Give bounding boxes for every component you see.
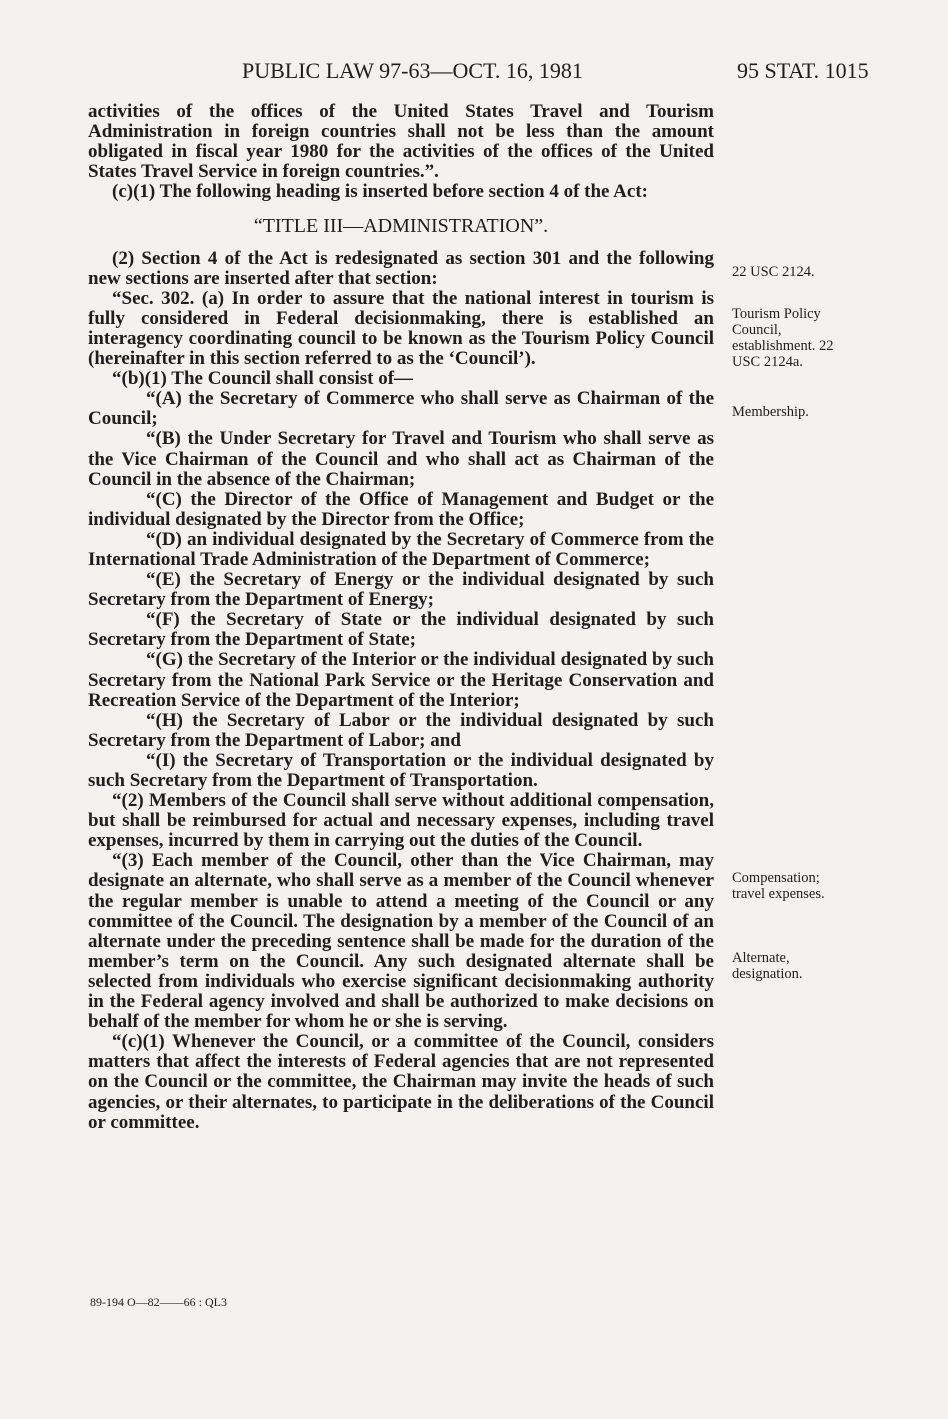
list-item: “(C) the Director of the Office of Management and Budget or the individual designated by the Director from the Office; (88, 488, 714, 530)
list-item: “(A) the Secretary of Commerce who shall serve as Chairman of the Council; (88, 388, 714, 430)
list-item: “(F) the Secretary of State or the individual designated by such Secretary from the Department of State; (88, 609, 714, 651)
paragraph: “(b)(1) The Council shall consist of— (112, 368, 414, 390)
paragraph: activities of the offices of the United States Travel and Tourism Administration in foreign countries shall not be less than the amount obligated in fiscal year 1980 for the activities of the offices of the United States Travel Service in foreign countries.”. (88, 101, 714, 183)
body-text (88, 102, 714, 1133)
list-item: “(G) the Secretary of the Interior or the individual designated by such Secretary from the National Park Service or the Heritage Conservation and Recreation Service of the Department of the Interior; (88, 649, 714, 711)
margin-note: Membership. (732, 404, 809, 420)
statute-page-number: 95 STAT. 1015 (737, 58, 869, 83)
margin-note: Compensation; travel expenses. (732, 870, 825, 902)
list-item: “(H) the Secretary of Labor or the individual designated by such Secretary from the Department of Labor; and (88, 709, 714, 751)
list-item: “(E) the Secretary of Energy or the individual designated by such Secretary from the Department of Energy; (88, 569, 714, 611)
list-item: “(I) the Secretary of Transportation or the individual designated by such Secretary from the Department of Transportation. (88, 749, 714, 791)
margin-note: Alternate, designation. (732, 950, 803, 982)
running-header-title: PUBLIC LAW 97-63—OCT. 16, 1981 (242, 58, 583, 83)
paragraph: (c)(1) The following heading is inserted before section 4 of the Act: (112, 181, 648, 203)
margin-note: 22 USC 2124. (732, 264, 815, 280)
paragraph: “(3) Each member of the Council, other than the Vice Chairman, may designate an alternate, who shall serve as a member of the Council whenever the regular member is unable to attend a meeting of the Council or any committee of the Council. The designation by a member of the Council of an alternate under the preceding sentence shall be made for the duration of the member’s term on the Council. Any such designated alternate shall be selected from individuals who exercise significant decisionmaking authority in the Federal agency involved and shall be authorized to make decisions on behalf of the member for whom he or she is serving. (88, 850, 714, 1033)
margin-note: Tourism Policy Council, establishment. 22 USC 2124a. (732, 306, 834, 370)
list-item: “(D) an individual designated by the Secretary of Commerce from the International Trade Administration of the Department of Commerce; (88, 528, 714, 570)
paragraph: “(c)(1) Whenever the Council, or a committee of the Council, considers matters that affect the interests of Federal agencies that are not represented on the Council or the committee, the Chairman may invite the heads of such agencies, or their alternates, to participate in the deliberations of the Council or committee. (88, 1031, 714, 1133)
list-item: “(B) the Under Secretary for Travel and Tourism who shall serve as the Vice Chairman of the Council and who shall act as Chairman of the Council in the absence of the Chairman; (88, 428, 714, 490)
paragraph: “(2) Members of the Council shall serve without additional compensation, but shall be reimbursed for actual and necessary expenses, including travel expenses, incurred by them in carrying out the duties of the Council. (88, 790, 714, 852)
printer-code-footer: 89-194 O—82——66 : QL3 (90, 1295, 227, 1309)
title-heading: “TITLE III—ADMINISTRATION”. (253, 215, 549, 238)
paragraph: (2) Section 4 of the Act is redesignated as section 301 and the following new sections are inserted after that section: (88, 247, 714, 289)
paragraph-sec-302: “Sec. 302. (a) In order to assure that the national interest in tourism is fully considered in Federal decisionmaking, there is established an interagency coordinating council to be known as the Tourism Policy Council (hereinafter in this section referred to as the ‘Council’). (88, 287, 714, 370)
